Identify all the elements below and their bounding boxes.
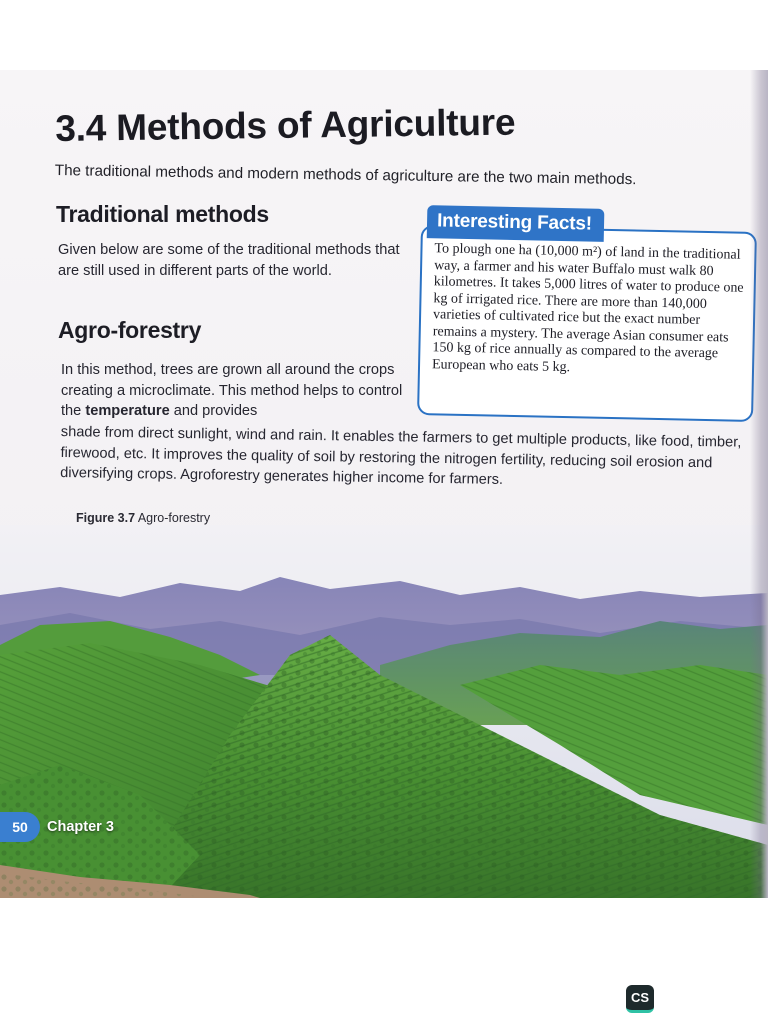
agro-forestry-heading: Agro-forestry — [58, 317, 202, 343]
page-subtitle: The traditional methods and modern methods of agriculture are the two main methods. — [54, 162, 637, 189]
page-binding-shadow — [750, 70, 768, 898]
agro-text-part2: and provides — [173, 403, 258, 419]
textbook-page — [0, 70, 768, 898]
camscanner-logo-icon: CS — [626, 985, 654, 1013]
interesting-facts-box — [417, 210, 757, 422]
interesting-facts-text: To plough one ha (10,000 m²) of land in the traditional way, a farmer and his water Buffalo must walk 80 kilometres. It takes 5,000 litres of water to produce one kg of irrigated rice. There are more than 140,000 varieties of cultivated rice but the exact number remains a mystery. The average Asian consumer eats 150 kg of rice annually as compared to the average European who eats 5 kg. — [431, 241, 744, 375]
interesting-facts-heading: Interesting Facts! — [427, 205, 604, 242]
figure-caption-text: Agro-forestry — [137, 511, 211, 525]
chapter-label: Chapter 3 — [47, 819, 114, 835]
page-number: 50 — [0, 812, 40, 842]
traditional-heading: Traditional methods — [56, 201, 269, 227]
agro-text-bold: temperature — [85, 403, 170, 419]
page-title: 3.4 Methods of Agriculture — [55, 101, 516, 149]
agro-forestry-text — [61, 360, 406, 422]
agro-forestry-photo — [0, 525, 768, 898]
figure-label: Figure 3.7 — [76, 511, 136, 525]
agro-text-part1: In this method, trees are grown all around the crops creating a microclimate. This method helps to control the — [61, 362, 403, 419]
agro-forestry-text-continued: shade from direct sunlight, wind and rain. It enables the farmers to get multiple products, like food, timber, firewood, etc. It improves the quality of soil by restoring the nitrogen fertility, reducing soil erosion and diversifying crops. Agroforestry generates higher income for farmers. — [60, 423, 742, 488]
traditional-text: Given below are some of the traditional methods that are still used in different parts of the world. — [58, 242, 400, 279]
figure-caption — [76, 511, 210, 525]
